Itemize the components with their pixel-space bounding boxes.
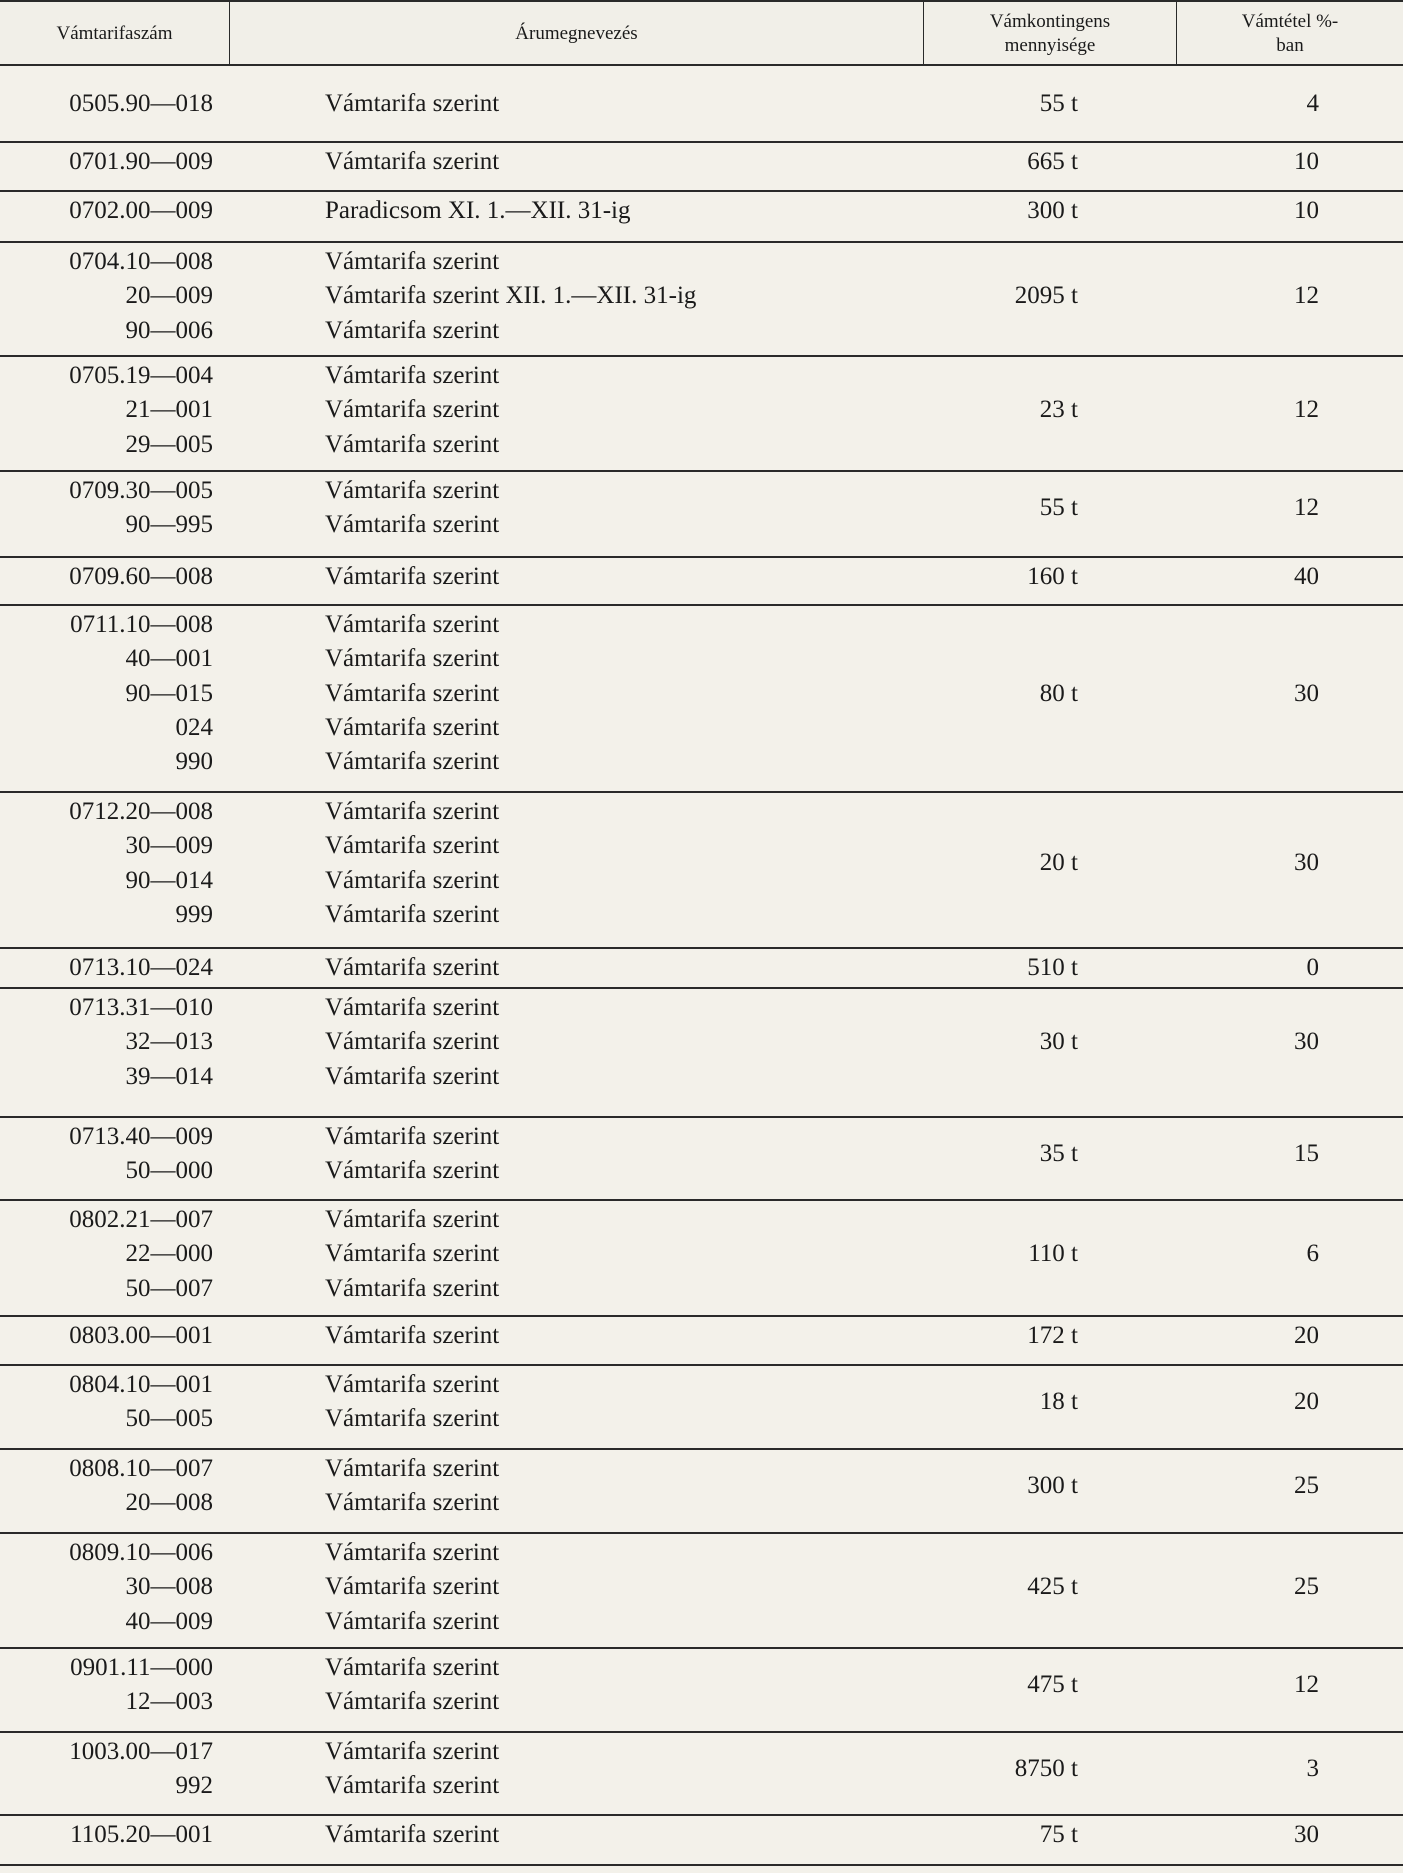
duty-rate: 12 bbox=[1294, 494, 1319, 522]
table-row bbox=[0, 1237, 1403, 1271]
duty-rate: 40 bbox=[1294, 563, 1319, 590]
table-row bbox=[0, 1536, 1403, 1570]
product-name: Vámtarifa szerint bbox=[325, 798, 500, 825]
quota-quantity: 23 t bbox=[1039, 396, 1078, 424]
duty-rate: 30 bbox=[1294, 679, 1319, 707]
table-row bbox=[0, 87, 1403, 121]
product-name: Vámtarifa szerint bbox=[325, 1772, 500, 1800]
product-name: Vámtarifa szerint bbox=[325, 1028, 500, 1056]
table-row bbox=[0, 560, 1403, 594]
table-row bbox=[0, 145, 1403, 179]
tariff-number: 40—001 bbox=[125, 645, 213, 673]
duty-rate: 10 bbox=[1294, 197, 1319, 224]
tariff-number: 39—014 bbox=[125, 1062, 213, 1090]
quota-quantity: 300 t bbox=[1027, 1472, 1078, 1500]
product-name: Vámtarifa szerint bbox=[325, 90, 500, 117]
table-row bbox=[0, 1025, 1403, 1059]
duty-rate: 4 bbox=[1306, 90, 1319, 117]
tariff-number: 0702.00—009 bbox=[69, 197, 213, 224]
product-name: Vámtarifa szerint bbox=[325, 1062, 500, 1090]
table-row-group bbox=[0, 1450, 1403, 1534]
tariff-number: 0901.11—000 bbox=[70, 1654, 213, 1681]
tariff-number: 0709.30—005 bbox=[69, 477, 213, 504]
product-name: Vámtarifa szerint bbox=[325, 362, 500, 389]
quota-quantity: 425 t bbox=[1027, 1573, 1078, 1601]
table-row bbox=[0, 1486, 1403, 1520]
product-name: Vámtarifa szerint bbox=[325, 1821, 500, 1848]
table-row bbox=[0, 279, 1403, 313]
product-name: Vámtarifa szerint bbox=[325, 954, 500, 981]
tariff-number: 0705.19—004 bbox=[69, 362, 213, 389]
table-row bbox=[0, 864, 1403, 898]
tariff-number: 0803.00—001 bbox=[69, 1322, 213, 1349]
duty-rate: 15 bbox=[1294, 1140, 1319, 1168]
table-row bbox=[0, 359, 1403, 393]
tariff-number: 21—001 bbox=[125, 396, 213, 424]
tariff-number: 999 bbox=[175, 900, 213, 928]
duty-rate: 20 bbox=[1294, 1388, 1319, 1416]
header-quota-quantity: Vámkontingens mennyisége bbox=[924, 2, 1177, 66]
tariff-number: 90—006 bbox=[125, 316, 213, 344]
quota-quantity: 8750 t bbox=[1014, 1755, 1078, 1783]
tariff-number: 30—008 bbox=[125, 1573, 213, 1601]
table-row bbox=[0, 991, 1403, 1025]
quota-quantity: 18 t bbox=[1039, 1388, 1078, 1416]
table-row-group bbox=[0, 606, 1403, 793]
table-row bbox=[0, 1060, 1403, 1094]
header-duty-rate: Vámtétel %-ban bbox=[1241, 11, 1339, 56]
tariff-number: 024 bbox=[175, 713, 213, 741]
table-row bbox=[0, 245, 1403, 279]
table-header bbox=[0, 0, 1403, 66]
product-name: Vámtarifa szerint XII. 1.—XII. 31-ig bbox=[325, 282, 697, 310]
quota-quantity: 2095 t bbox=[1014, 282, 1078, 310]
tariff-number: 12—003 bbox=[125, 1688, 213, 1716]
table-row bbox=[0, 642, 1403, 676]
quota-quantity: 665 t bbox=[1027, 148, 1078, 175]
table-row-group bbox=[0, 143, 1403, 192]
product-name: Vámtarifa szerint bbox=[325, 611, 500, 638]
product-name: Vámtarifa szerint bbox=[325, 1738, 500, 1765]
product-name: Vámtarifa szerint bbox=[325, 396, 500, 424]
product-name: Vámtarifa szerint bbox=[325, 1405, 500, 1433]
quota-quantity: 30 t bbox=[1039, 1028, 1078, 1056]
product-name: Vámtarifa szerint bbox=[325, 248, 500, 275]
table-row bbox=[0, 1818, 1403, 1852]
table-row-group bbox=[0, 793, 1403, 949]
quota-quantity: 300 t bbox=[1027, 197, 1078, 224]
table-row-group bbox=[0, 1534, 1403, 1649]
tariff-number: 1003.00—017 bbox=[69, 1738, 213, 1765]
table-row bbox=[0, 1368, 1403, 1402]
tariff-number: 0802.21—007 bbox=[69, 1206, 213, 1233]
tariff-number: 50—005 bbox=[125, 1405, 213, 1433]
table-row bbox=[0, 1685, 1403, 1719]
quota-quantity: 55 t bbox=[1039, 90, 1078, 117]
product-name: Paradicsom XI. 1.—XII. 31-ig bbox=[325, 197, 631, 224]
product-name: Vámtarifa szerint bbox=[325, 832, 500, 860]
tariff-number: 0713.40—009 bbox=[69, 1123, 213, 1150]
tariff-number: 0704.10—008 bbox=[69, 248, 213, 275]
table-row bbox=[0, 1452, 1403, 1486]
tariff-number: 0809.10—006 bbox=[69, 1539, 213, 1566]
table-row bbox=[0, 393, 1403, 427]
product-name: Vámtarifa szerint bbox=[325, 866, 500, 894]
product-name: Vámtarifa szerint bbox=[325, 1539, 500, 1566]
product-name: Vámtarifa szerint bbox=[325, 1688, 500, 1716]
product-name: Vámtarifa szerint bbox=[325, 1371, 500, 1398]
tariff-number: 22—000 bbox=[125, 1240, 213, 1268]
product-name: Vámtarifa szerint bbox=[325, 1573, 500, 1601]
table-row bbox=[0, 194, 1403, 228]
tariff-number: 0713.10—024 bbox=[69, 954, 213, 981]
table-row bbox=[0, 1120, 1403, 1154]
table-row bbox=[0, 745, 1403, 779]
product-name: Vámtarifa szerint bbox=[325, 1489, 500, 1517]
product-name: Vámtarifa szerint bbox=[325, 748, 500, 776]
tariff-number: 50—000 bbox=[125, 1157, 213, 1185]
tariff-number: 90—015 bbox=[125, 679, 213, 707]
duty-rate: 30 bbox=[1294, 1821, 1319, 1848]
table-row-group bbox=[0, 1733, 1403, 1816]
tariff-number: 1105.20—001 bbox=[70, 1821, 213, 1848]
table-row bbox=[0, 428, 1403, 462]
tariff-number: 50—007 bbox=[125, 1274, 213, 1302]
quota-quantity: 35 t bbox=[1039, 1140, 1078, 1168]
table-row bbox=[0, 711, 1403, 745]
tariff-number: 990 bbox=[175, 748, 213, 776]
table-row bbox=[0, 951, 1403, 985]
tariff-number: 30—009 bbox=[125, 832, 213, 860]
table-row-group bbox=[0, 989, 1403, 1118]
table-row-group bbox=[0, 1317, 1403, 1366]
table-row bbox=[0, 1402, 1403, 1436]
table-row-group bbox=[0, 472, 1403, 558]
table-row bbox=[0, 898, 1403, 932]
tariff-number: 0804.10—001 bbox=[69, 1371, 213, 1398]
duty-rate: 30 bbox=[1294, 849, 1319, 877]
product-name: Vámtarifa szerint bbox=[325, 1157, 500, 1185]
product-name: Vámtarifa szerint bbox=[325, 511, 500, 539]
table-row-group bbox=[0, 1366, 1403, 1450]
product-name: Vámtarifa szerint bbox=[325, 645, 500, 673]
quota-quantity: 80 t bbox=[1039, 679, 1078, 707]
table-row-group bbox=[0, 949, 1403, 989]
table-row bbox=[0, 1735, 1403, 1769]
table-row-group bbox=[0, 243, 1403, 357]
tariff-number: 40—009 bbox=[125, 1607, 213, 1635]
tariff-number: 0711.10—008 bbox=[70, 611, 213, 638]
product-name: Vámtarifa szerint bbox=[325, 316, 500, 344]
table-row-group bbox=[0, 1118, 1403, 1201]
table-row-group bbox=[0, 1201, 1403, 1317]
quota-quantity: 160 t bbox=[1027, 563, 1078, 590]
tariff-number: 29—005 bbox=[125, 430, 213, 458]
header-tariff-number: Vámtarifaszám bbox=[0, 2, 230, 66]
table-row bbox=[0, 508, 1403, 542]
quota-quantity: 75 t bbox=[1039, 1821, 1078, 1848]
product-name: Vámtarifa szerint bbox=[325, 430, 500, 458]
tariff-number: 992 bbox=[175, 1772, 213, 1800]
table-row bbox=[0, 1272, 1403, 1306]
duty-rate: 25 bbox=[1294, 1573, 1319, 1601]
tariff-number: 20—008 bbox=[125, 1489, 213, 1517]
table-row-group bbox=[0, 1649, 1403, 1733]
duty-rate: 12 bbox=[1294, 282, 1319, 310]
product-name: Vámtarifa szerint bbox=[325, 1607, 500, 1635]
product-name: Vámtarifa szerint bbox=[325, 1654, 500, 1681]
duty-rate: 10 bbox=[1294, 148, 1319, 175]
product-name: Vámtarifa szerint bbox=[325, 1123, 500, 1150]
product-name: Vámtarifa szerint bbox=[325, 1240, 500, 1268]
table-row bbox=[0, 795, 1403, 829]
product-name: Vámtarifa szerint bbox=[325, 563, 500, 590]
product-name: Vámtarifa szerint bbox=[325, 713, 500, 741]
product-name: Vámtarifa szerint bbox=[325, 1206, 500, 1233]
table-row bbox=[0, 677, 1403, 711]
duty-rate: 0 bbox=[1306, 954, 1319, 981]
product-name: Vámtarifa szerint bbox=[325, 148, 500, 175]
quota-quantity: 55 t bbox=[1039, 494, 1078, 522]
table-row bbox=[0, 1203, 1403, 1237]
table-row bbox=[0, 1154, 1403, 1188]
quota-quantity: 20 t bbox=[1039, 849, 1078, 877]
tariff-number: 90—995 bbox=[125, 511, 213, 539]
table-row bbox=[0, 829, 1403, 863]
quota-quantity: 110 t bbox=[1028, 1240, 1078, 1268]
duty-rate: 25 bbox=[1294, 1472, 1319, 1500]
duty-rate: 12 bbox=[1294, 1671, 1319, 1699]
duty-rate: 30 bbox=[1294, 1028, 1319, 1056]
tariff-number: 0712.20—008 bbox=[69, 798, 213, 825]
table-row-group bbox=[0, 192, 1403, 243]
table-row bbox=[0, 1319, 1403, 1353]
tariff-number: 0709.60—008 bbox=[69, 563, 213, 590]
tariff-number: 0701.90—009 bbox=[69, 148, 213, 175]
quota-quantity: 172 t bbox=[1027, 1322, 1078, 1349]
quota-quantity: 475 t bbox=[1027, 1671, 1078, 1699]
tariff-number: 20—009 bbox=[125, 282, 213, 310]
product-name: Vámtarifa szerint bbox=[325, 477, 500, 504]
duty-rate: 3 bbox=[1306, 1755, 1319, 1783]
duty-rate: 12 bbox=[1294, 396, 1319, 424]
table-row bbox=[0, 1570, 1403, 1604]
tariff-number: 32—013 bbox=[125, 1028, 213, 1056]
product-name: Vámtarifa szerint bbox=[325, 1274, 500, 1302]
table-row-group bbox=[0, 1816, 1403, 1866]
product-name: Vámtarifa szerint bbox=[325, 994, 500, 1021]
duty-rate: 20 bbox=[1294, 1322, 1319, 1349]
table-row-group bbox=[0, 357, 1403, 472]
table-row-group bbox=[0, 85, 1403, 143]
product-name: Vámtarifa szerint bbox=[325, 1455, 500, 1482]
tariff-number: 0808.10—007 bbox=[69, 1455, 213, 1482]
table-row bbox=[0, 314, 1403, 348]
product-name: Vámtarifa szerint bbox=[325, 1322, 500, 1349]
tariff-number: 90—014 bbox=[125, 866, 213, 894]
product-name: Vámtarifa szerint bbox=[325, 679, 500, 707]
duty-rate: 6 bbox=[1306, 1240, 1319, 1268]
table-row bbox=[0, 474, 1403, 508]
table-row-group bbox=[0, 558, 1403, 606]
product-name: Vámtarifa szerint bbox=[325, 900, 500, 928]
table-row bbox=[0, 608, 1403, 642]
tariff-number: 0505.90—018 bbox=[69, 90, 213, 117]
header-product-name: Árumegnevezés bbox=[230, 2, 924, 66]
table-row bbox=[0, 1651, 1403, 1685]
table-row bbox=[0, 1605, 1403, 1639]
table-row bbox=[0, 1769, 1403, 1803]
tariff-number: 0713.31—010 bbox=[69, 994, 213, 1021]
quota-quantity: 510 t bbox=[1027, 954, 1078, 981]
